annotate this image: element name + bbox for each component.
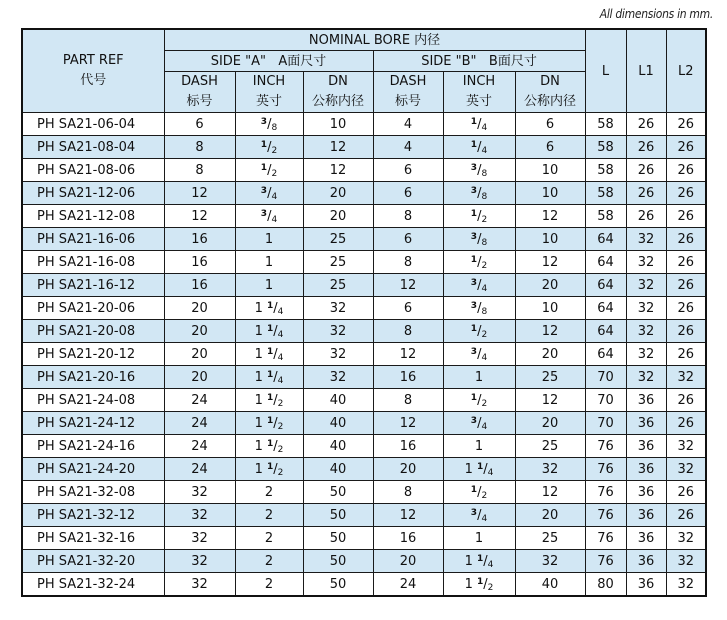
cell-a-dash: 24	[164, 389, 235, 412]
cell-b-dash: 20	[373, 458, 443, 481]
cell-ref: PH SA21-32-20	[22, 550, 164, 573]
cell-b-dn: 10	[515, 159, 585, 182]
cell-b-inch: $^3/_4$	[443, 274, 515, 297]
cell-a-inch: $^1/_2$	[235, 159, 303, 182]
cell-a-inch: 1	[235, 228, 303, 251]
cell-b-inch: 1	[443, 435, 515, 458]
header-b-dn	[515, 72, 585, 113]
cell-l: 76	[585, 550, 626, 573]
table-row	[22, 389, 706, 412]
cell-b-inch: $^1/_2$	[443, 481, 515, 504]
cell-a-dn: 40	[303, 458, 373, 481]
cell-a-dash: 8	[164, 136, 235, 159]
cell-ref: PH SA21-08-04	[22, 136, 164, 159]
cell-a-dash: 12	[164, 182, 235, 205]
cell-a-dash: 32	[164, 481, 235, 504]
cell-b-inch: $^3/_8$	[443, 182, 515, 205]
cell-b-dn: 20	[515, 274, 585, 297]
table-row	[22, 481, 706, 504]
cell-l2: 26	[666, 343, 706, 366]
header-inch-en: INCH	[462, 74, 496, 89]
cell-a-dn: 20	[303, 182, 373, 205]
cell-b-inch: $^3/_4$	[443, 343, 515, 366]
cell-a-dn: 25	[303, 251, 373, 274]
cell-a-inch: 2	[235, 527, 303, 550]
cell-l2: 26	[666, 481, 706, 504]
header-dn-en: DN	[328, 74, 348, 89]
cell-ref: PH SA21-24-16	[22, 435, 164, 458]
table-row	[22, 297, 706, 320]
cell-ref: PH SA21-32-24	[22, 573, 164, 597]
cell-a-dash: 32	[164, 504, 235, 527]
cell-ref: PH SA21-20-16	[22, 366, 164, 389]
cell-b-dash: 4	[373, 113, 443, 136]
cell-b-inch: $^1/_2$	[443, 251, 515, 274]
header-b-dash	[373, 72, 443, 113]
cell-l2: 26	[666, 251, 706, 274]
cell-b-dn: 6	[515, 136, 585, 159]
cell-a-dn: 25	[303, 274, 373, 297]
cell-b-dn: 12	[515, 320, 585, 343]
cell-b-dn: 10	[515, 182, 585, 205]
cell-b-dash: 8	[373, 205, 443, 228]
cell-a-dn: 50	[303, 550, 373, 573]
cell-l2: 26	[666, 182, 706, 205]
cell-l: 76	[585, 504, 626, 527]
header-dn-cn: 公称内径	[524, 94, 577, 109]
cell-a-inch: 2	[235, 481, 303, 504]
table-row	[22, 435, 706, 458]
cell-l2: 26	[666, 412, 706, 435]
cell-l2: 32	[666, 573, 706, 597]
cell-a-inch: 2	[235, 550, 303, 573]
cell-a-inch: 1 $^1/_4$	[235, 297, 303, 320]
cell-l: 58	[585, 205, 626, 228]
cell-l2: 26	[666, 228, 706, 251]
header-dash-en: DASH	[181, 74, 218, 89]
dimensions-note: All dimensions in mm.	[599, 7, 713, 21]
header-inch-en: INCH	[252, 74, 286, 89]
cell-l1: 26	[626, 182, 666, 205]
cell-a-dash: 24	[164, 458, 235, 481]
cell-l1: 36	[626, 550, 666, 573]
cell-ref: PH SA21-16-08	[22, 251, 164, 274]
cell-a-inch: $^1/_2$	[235, 136, 303, 159]
cell-ref: PH SA21-24-12	[22, 412, 164, 435]
table-row	[22, 527, 706, 550]
cell-a-inch: 1 $^1/_2$	[235, 458, 303, 481]
cell-a-dash: 16	[164, 228, 235, 251]
cell-l1: 32	[626, 366, 666, 389]
header-dn-en: DN	[540, 74, 560, 89]
cell-l1: 26	[626, 113, 666, 136]
cell-l2: 32	[666, 366, 706, 389]
header-l1: L1	[626, 29, 666, 113]
cell-b-dn: 12	[515, 389, 585, 412]
cell-l: 64	[585, 251, 626, 274]
cell-a-dash: 12	[164, 205, 235, 228]
cell-b-dn: 25	[515, 435, 585, 458]
cell-a-dn: 32	[303, 366, 373, 389]
cell-b-dn: 32	[515, 458, 585, 481]
cell-ref: PH SA21-24-08	[22, 389, 164, 412]
header-dash-cn: 标号	[394, 94, 421, 109]
cell-a-dash: 20	[164, 297, 235, 320]
cell-l1: 36	[626, 389, 666, 412]
cell-ref: PH SA21-16-12	[22, 274, 164, 297]
table-row	[22, 412, 706, 435]
header-a-dash	[164, 72, 235, 113]
cell-a-dash: 16	[164, 251, 235, 274]
cell-l2: 26	[666, 274, 706, 297]
cell-l: 76	[585, 481, 626, 504]
cell-b-dn: 12	[515, 205, 585, 228]
cell-b-dash: 20	[373, 550, 443, 573]
cell-a-dash: 32	[164, 573, 235, 597]
table-row	[22, 113, 706, 136]
cell-b-dn: 10	[515, 297, 585, 320]
cell-l1: 36	[626, 481, 666, 504]
cell-ref: PH SA21-20-08	[22, 320, 164, 343]
cell-l: 58	[585, 113, 626, 136]
header-side-b: SIDE "B" B面尺寸	[373, 51, 585, 72]
cell-a-dn: 25	[303, 228, 373, 251]
cell-a-inch: 2	[235, 504, 303, 527]
cell-l2: 26	[666, 136, 706, 159]
table-body	[22, 113, 706, 597]
header-dash-en: DASH	[389, 74, 427, 89]
cell-b-dash: 6	[373, 297, 443, 320]
cell-ref: PH SA21-32-12	[22, 504, 164, 527]
cell-ref: PH SA21-32-08	[22, 481, 164, 504]
header-part-ref-en: PART REF	[62, 53, 124, 68]
cell-b-dash: 6	[373, 159, 443, 182]
cell-b-dash: 12	[373, 343, 443, 366]
cell-b-dn: 20	[515, 412, 585, 435]
cell-a-dash: 16	[164, 274, 235, 297]
cell-b-inch: $^3/_8$	[443, 228, 515, 251]
cell-a-dash: 20	[164, 320, 235, 343]
cell-a-dn: 50	[303, 504, 373, 527]
cell-b-inch: 1	[443, 527, 515, 550]
header-part-ref	[22, 29, 164, 113]
cell-ref: PH SA21-24-20	[22, 458, 164, 481]
cell-l1: 36	[626, 412, 666, 435]
cell-a-dash: 24	[164, 412, 235, 435]
cell-l2: 32	[666, 458, 706, 481]
cell-b-dash: 8	[373, 251, 443, 274]
cell-b-inch: $^3/_8$	[443, 159, 515, 182]
cell-b-dn: 12	[515, 251, 585, 274]
cell-l2: 32	[666, 550, 706, 573]
cell-a-inch: 1	[235, 274, 303, 297]
cell-a-dn: 50	[303, 573, 373, 597]
cell-b-dash: 8	[373, 481, 443, 504]
header-side-a: SIDE "A" A面尺寸	[164, 51, 373, 72]
cell-l1: 32	[626, 343, 666, 366]
cell-l1: 36	[626, 504, 666, 527]
cell-a-dn: 50	[303, 527, 373, 550]
cell-l: 64	[585, 274, 626, 297]
header-inch-cn: 英寸	[465, 94, 492, 109]
table-row	[22, 504, 706, 527]
header-dash-cn: 标号	[186, 94, 213, 109]
cell-l: 58	[585, 182, 626, 205]
cell-l: 58	[585, 159, 626, 182]
cell-b-dash: 12	[373, 504, 443, 527]
header-nominal-bore: NOMINAL BORE 内径	[164, 29, 585, 51]
cell-a-dash: 32	[164, 550, 235, 573]
cell-a-dn: 40	[303, 389, 373, 412]
header-a-inch	[235, 72, 303, 113]
cell-a-dash: 20	[164, 366, 235, 389]
cell-l2: 26	[666, 159, 706, 182]
cell-b-dash: 6	[373, 182, 443, 205]
cell-b-dn: 25	[515, 366, 585, 389]
cell-l1: 32	[626, 320, 666, 343]
cell-b-inch: $^1/_2$	[443, 320, 515, 343]
table-row	[22, 136, 706, 159]
cell-l1: 36	[626, 527, 666, 550]
header-part-ref-cn: 代号	[80, 73, 107, 88]
cell-l2: 26	[666, 389, 706, 412]
cell-l: 70	[585, 412, 626, 435]
cell-b-dash: 8	[373, 389, 443, 412]
cell-b-dn: 12	[515, 481, 585, 504]
cell-b-inch: 1 $^1/_2$	[443, 573, 515, 597]
table-row	[22, 573, 706, 597]
cell-b-dash: 16	[373, 366, 443, 389]
cell-l1: 32	[626, 228, 666, 251]
cell-ref: PH SA21-12-06	[22, 182, 164, 205]
cell-l2: 26	[666, 504, 706, 527]
cell-b-dash: 12	[373, 274, 443, 297]
cell-b-inch: 1	[443, 366, 515, 389]
cell-b-inch: $^1/_4$	[443, 113, 515, 136]
header-a-dn	[303, 72, 373, 113]
cell-a-dn: 50	[303, 481, 373, 504]
cell-b-dash: 24	[373, 573, 443, 597]
cell-a-dn: 20	[303, 205, 373, 228]
cell-a-dash: 6	[164, 113, 235, 136]
cell-l1: 26	[626, 159, 666, 182]
cell-l: 64	[585, 343, 626, 366]
cell-l: 58	[585, 136, 626, 159]
table-row	[22, 458, 706, 481]
cell-a-inch: 2	[235, 573, 303, 597]
cell-l1: 26	[626, 205, 666, 228]
cell-a-inch: 1	[235, 251, 303, 274]
cell-a-dn: 40	[303, 435, 373, 458]
cell-l: 70	[585, 366, 626, 389]
cell-l: 80	[585, 573, 626, 597]
cell-l2: 26	[666, 297, 706, 320]
table-row	[22, 274, 706, 297]
cell-b-dn: 25	[515, 527, 585, 550]
cell-b-dash: 6	[373, 228, 443, 251]
cell-b-inch: $^1/_2$	[443, 389, 515, 412]
cell-a-dash: 8	[164, 159, 235, 182]
cell-a-inch: 1 $^1/_4$	[235, 320, 303, 343]
cell-b-dn: 20	[515, 504, 585, 527]
cell-l1: 32	[626, 251, 666, 274]
cell-a-inch: 1 $^1/_4$	[235, 366, 303, 389]
cell-b-dash: 8	[373, 320, 443, 343]
cell-l2: 26	[666, 205, 706, 228]
cell-l: 64	[585, 320, 626, 343]
cell-b-dash: 4	[373, 136, 443, 159]
cell-b-inch: $^1/_2$	[443, 205, 515, 228]
cell-b-inch: $^1/_4$	[443, 136, 515, 159]
cell-l: 70	[585, 389, 626, 412]
cell-b-dash: 16	[373, 435, 443, 458]
cell-b-inch: $^3/_4$	[443, 504, 515, 527]
table-row	[22, 228, 706, 251]
cell-a-inch: 1 $^1/_2$	[235, 412, 303, 435]
table-row	[22, 366, 706, 389]
cell-b-dn: 32	[515, 550, 585, 573]
cell-ref: PH SA21-20-12	[22, 343, 164, 366]
table-row	[22, 343, 706, 366]
cell-l: 64	[585, 297, 626, 320]
cell-l1: 26	[626, 136, 666, 159]
cell-a-inch: 1 $^1/_4$	[235, 343, 303, 366]
cell-a-dash: 20	[164, 343, 235, 366]
cell-a-inch: $^3/_4$	[235, 205, 303, 228]
cell-a-dn: 10	[303, 113, 373, 136]
cell-ref: PH SA21-06-04	[22, 113, 164, 136]
cell-l2: 26	[666, 320, 706, 343]
cell-l: 64	[585, 228, 626, 251]
cell-l2: 32	[666, 435, 706, 458]
cell-b-inch: 1 $^1/_4$	[443, 550, 515, 573]
cell-a-dash: 24	[164, 435, 235, 458]
cell-l: 76	[585, 527, 626, 550]
part-spec-table	[21, 28, 707, 597]
cell-l1: 36	[626, 573, 666, 597]
header-l2: L2	[666, 29, 706, 113]
cell-b-dn: 40	[515, 573, 585, 597]
cell-a-dn: 12	[303, 159, 373, 182]
cell-l2: 26	[666, 113, 706, 136]
cell-b-inch: $^3/_4$	[443, 412, 515, 435]
cell-l2: 32	[666, 527, 706, 550]
header-l: L	[585, 29, 626, 113]
cell-ref: PH SA21-08-06	[22, 159, 164, 182]
cell-b-dash: 12	[373, 412, 443, 435]
header-b-inch	[443, 72, 515, 113]
cell-ref: PH SA21-32-16	[22, 527, 164, 550]
cell-l1: 32	[626, 274, 666, 297]
cell-a-dash: 32	[164, 527, 235, 550]
cell-l1: 36	[626, 435, 666, 458]
cell-l: 76	[585, 458, 626, 481]
cell-a-dn: 40	[303, 412, 373, 435]
table-row	[22, 159, 706, 182]
table-row	[22, 205, 706, 228]
cell-b-dn: 20	[515, 343, 585, 366]
table-row	[22, 251, 706, 274]
cell-a-inch: $^3/_8$	[235, 113, 303, 136]
cell-b-inch: 1 $^1/_4$	[443, 458, 515, 481]
cell-a-dn: 12	[303, 136, 373, 159]
cell-l1: 32	[626, 297, 666, 320]
cell-ref: PH SA21-12-08	[22, 205, 164, 228]
header-dn-cn: 公称内径	[311, 94, 364, 109]
table-row	[22, 550, 706, 573]
cell-a-inch: $^3/_4$	[235, 182, 303, 205]
cell-a-inch: 1 $^1/_2$	[235, 389, 303, 412]
cell-a-dn: 32	[303, 297, 373, 320]
cell-b-dash: 16	[373, 527, 443, 550]
cell-l1: 36	[626, 458, 666, 481]
cell-b-dn: 10	[515, 228, 585, 251]
cell-b-inch: $^3/_8$	[443, 297, 515, 320]
header-inch-cn: 英寸	[255, 94, 282, 109]
cell-ref: PH SA21-20-06	[22, 297, 164, 320]
cell-a-inch: 1 $^1/_2$	[235, 435, 303, 458]
table-row	[22, 320, 706, 343]
cell-b-dn: 6	[515, 113, 585, 136]
cell-a-dn: 32	[303, 343, 373, 366]
cell-ref: PH SA21-16-06	[22, 228, 164, 251]
cell-l: 76	[585, 435, 626, 458]
table-row	[22, 182, 706, 205]
cell-a-dn: 32	[303, 320, 373, 343]
